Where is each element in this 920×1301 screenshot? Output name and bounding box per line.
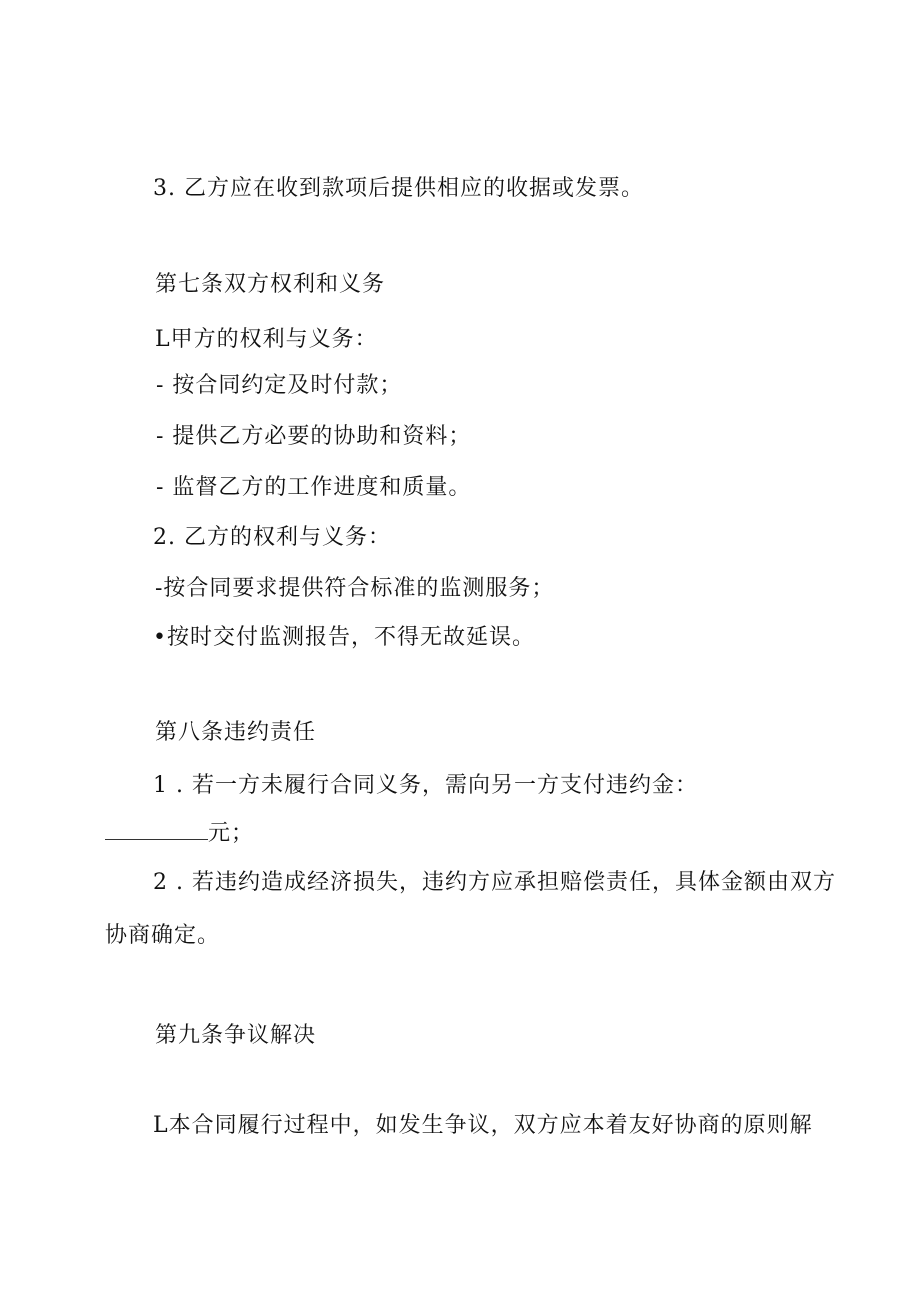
- article-9-heading: 第九条争议解决: [155, 1023, 317, 1048]
- article-8-item-2-continued: 协商确定。: [105, 923, 221, 948]
- article-9-item-1: L本合同履行过程中，如发生争议，双方应本着友好协商的原则解: [153, 1113, 813, 1138]
- clause-6-item-3: 3. 乙方应在收到款项后提供相应的收据或发票。: [153, 176, 644, 201]
- penalty-amount-unit: 元；: [208, 821, 255, 846]
- party-a-duty-2: - 提供乙方必要的协助和资料；: [156, 424, 472, 449]
- penalty-amount-blank: [105, 819, 208, 840]
- party-b-duty-1: -按合同要求提供符合标准的监测服务；: [155, 576, 555, 601]
- penalty-amount-line: [105, 819, 254, 849]
- article-8-item-2: 2 . 若违约造成经济损失，违约方应承担赔偿责任，具体金额由双方: [153, 870, 836, 895]
- party-a-duty-3: - 监督乙方的工作进度和质量。: [156, 475, 472, 500]
- article-8-item-1: 1 . 若一方未履行合同义务，需向另一方支付违约金：: [153, 773, 698, 798]
- party-b-duty-2: •按时交付监测报告，不得无故延误。: [153, 625, 535, 650]
- article-7-heading: 第七条双方权利和义务: [155, 272, 386, 297]
- article-7-item-1: L甲方的权利与义务：: [155, 327, 378, 352]
- article-8-heading: 第八条违约责任: [155, 720, 317, 745]
- party-a-duty-1: - 按合同约定及时付款；: [156, 373, 403, 398]
- article-7-item-2: 2. 乙方的权利与义务：: [153, 525, 391, 550]
